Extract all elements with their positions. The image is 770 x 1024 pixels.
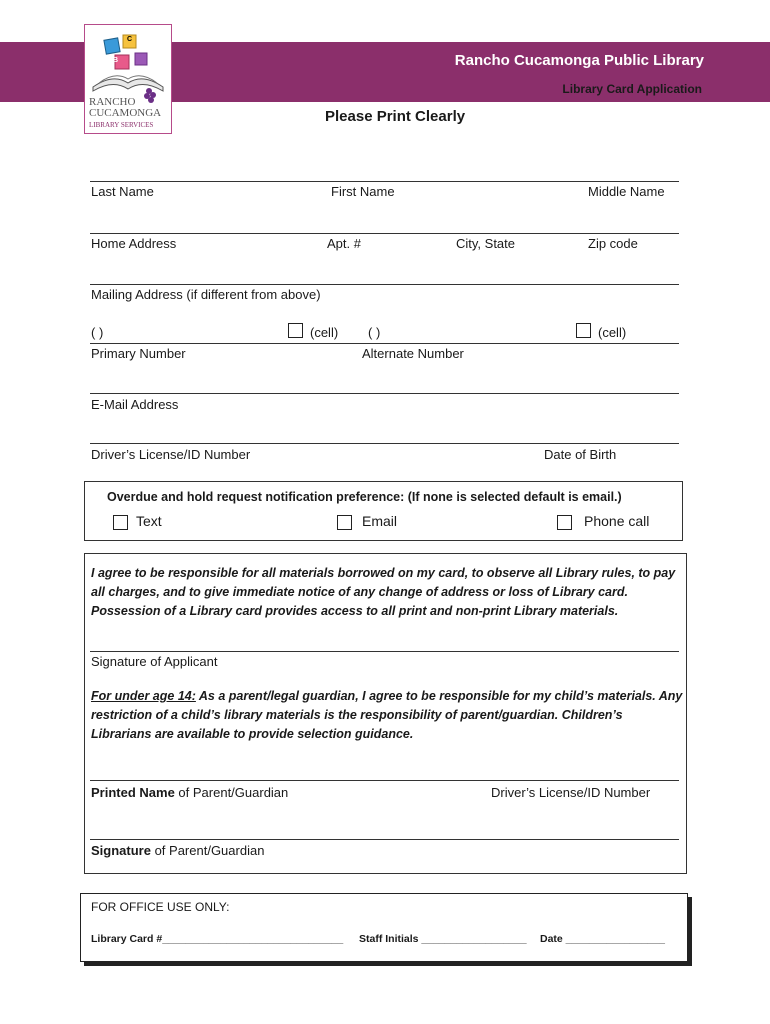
library-name: Rancho Cucamonga Public Library bbox=[454, 52, 704, 69]
form-name: Library Card Application bbox=[562, 82, 702, 96]
mailing-address-line[interactable] bbox=[90, 284, 679, 285]
guardian-dl-label: Driver’s License/ID Number bbox=[491, 785, 651, 800]
cell-checkbox-primary[interactable] bbox=[288, 323, 303, 338]
date-field: Date _________________ bbox=[540, 933, 665, 945]
cell-label-alternate: (cell) bbox=[598, 325, 627, 340]
alternate-phone-paren: ( ) bbox=[368, 325, 381, 340]
signature-bold: Signature bbox=[91, 843, 151, 858]
primary-number-label: Primary Number bbox=[91, 346, 186, 361]
logo-block-c: C bbox=[127, 36, 133, 43]
applicant-signature-label: Signature of Applicant bbox=[91, 654, 218, 669]
text-checkbox[interactable] bbox=[113, 515, 128, 530]
notification-heading: Overdue and hold request notification preference: (If none is selected default is email.) bbox=[107, 490, 622, 504]
last-name-line[interactable] bbox=[90, 181, 679, 182]
cell-label-primary: (cell) bbox=[310, 325, 339, 340]
library-card-field: Library Card #_______________________________ bbox=[91, 933, 344, 945]
signature-rest: of Parent/Guardian bbox=[150, 843, 265, 858]
phone-line[interactable] bbox=[90, 343, 679, 344]
email-checkbox[interactable] bbox=[337, 515, 352, 530]
first-name-label: First Name bbox=[331, 184, 395, 199]
primary-phone-paren: ( ) bbox=[91, 325, 104, 340]
last-name-label: Last Name bbox=[91, 184, 154, 199]
under-14-paragraph bbox=[91, 687, 685, 744]
drivers-license-label: Driver’s License/ID Number bbox=[91, 447, 251, 462]
office-use-heading: FOR OFFICE USE ONLY: bbox=[91, 900, 230, 914]
zip-label: Zip code bbox=[588, 236, 638, 251]
guardian-signature-line[interactable] bbox=[90, 839, 679, 840]
drivers-license-line[interactable] bbox=[90, 443, 679, 444]
city-state-label: City, State bbox=[456, 236, 516, 251]
library-logo bbox=[84, 24, 172, 134]
logo-block-b: B bbox=[113, 57, 119, 64]
email-line[interactable] bbox=[90, 393, 679, 394]
applicant-signature-line[interactable] bbox=[90, 651, 679, 652]
logo-line-1: RANCHO bbox=[89, 96, 136, 108]
text-option-label: Text bbox=[136, 513, 162, 529]
logo-line-3: LIBRARY SERVICES bbox=[89, 121, 154, 129]
alternate-number-label: Alternate Number bbox=[362, 346, 464, 361]
printed-name-bold: Printed Name bbox=[91, 785, 175, 800]
middle-name-label: Middle Name bbox=[588, 184, 665, 199]
printed-name-rest: of Parent/Guardian bbox=[174, 785, 289, 800]
apt-label: Apt. # bbox=[327, 236, 361, 251]
email-option-label: Email bbox=[362, 513, 398, 529]
under-14-text: As a parent/legal guardian, I agree to be responsible for my child’s materials. Any restriction of a child’s library materials is the responsibility of parent/guardian. Children’s Librarians are available to provide selection guidance. bbox=[91, 689, 683, 741]
logo-line-2: CUCAMONGA bbox=[89, 107, 162, 119]
cell-checkbox-alternate[interactable] bbox=[576, 323, 591, 338]
staff-initials-field: Staff Initials __________________ bbox=[359, 933, 527, 945]
guardian-name-line[interactable] bbox=[90, 780, 679, 781]
email-label: E-Mail Address bbox=[91, 397, 179, 412]
guardian-printed-name-label bbox=[91, 785, 288, 800]
dob-label: Date of Birth bbox=[544, 447, 617, 462]
phone-call-option-label: Phone call bbox=[584, 513, 650, 529]
home-address-label: Home Address bbox=[91, 236, 177, 251]
page-title: Please Print Clearly bbox=[325, 108, 466, 125]
mailing-address-label: Mailing Address (if different from above) bbox=[91, 287, 321, 302]
home-address-line[interactable] bbox=[90, 233, 679, 234]
phone-call-checkbox[interactable] bbox=[557, 515, 572, 530]
agreement-text: I agree to be responsible for all materials borrowed on my card, to observe all Library rules, to pay all charges, and to give immediate notice of any change of address or loss of Library card. Possession of a Library card provides access to all print and non-print Library materials. bbox=[91, 566, 676, 618]
under-14-label: For under age 14: bbox=[91, 689, 196, 703]
guardian-signature-label bbox=[91, 843, 264, 858]
